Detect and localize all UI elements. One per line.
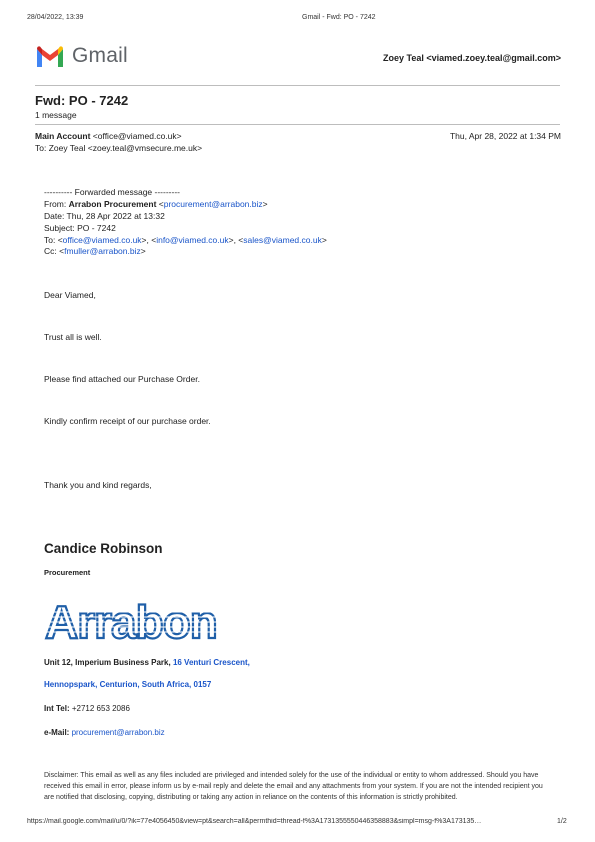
- fwd-from-name: Arrabon Procurement: [68, 199, 157, 209]
- address-part-2-link[interactable]: 16 Venturi Crescent,: [172, 658, 250, 667]
- fwd-to-sep-1: >, <: [141, 235, 157, 245]
- thread-subject: Fwd: PO - 7242: [35, 93, 129, 108]
- disclaimer: Disclaimer: This email as well as any files included are privileged and intended solely for the use of the individual or entity to whom addressed. Should you have received this email in error, please inform us by e-mail reply and delete the email and any attachments from your system. If you are not the intended recipient you are notified that disclosing, copying, distributing or taking any action in reliance on the contents of this information is strictly prohibited.: [44, 772, 543, 801]
- fwd-to-email-2-link[interactable]: info@viamed.co.uk: [156, 235, 229, 245]
- fwd-to-email-3-link[interactable]: sales@viamed.co.uk: [243, 235, 322, 245]
- forwarded-date: Date: Thu, 28 Apr 2022 at 13:32: [44, 211, 165, 221]
- fwd-to-close: >: [321, 235, 327, 245]
- body-greeting: Dear Viamed,: [44, 290, 96, 300]
- body-line-2: Please find attached our Purchase Order.: [44, 374, 200, 384]
- signature-email: [44, 728, 165, 737]
- message-count: 1 message: [35, 110, 77, 120]
- email-value-link[interactable]: procurement@arrabon.biz: [69, 728, 165, 737]
- fwd-to-email-1-link[interactable]: office@viamed.co.uk: [62, 235, 142, 245]
- print-url: https://mail.google.com/mail/u/0/?ik=77e4056450&view=pt&search=all&permthid=thread-f%3A1731355550446358883&simpl=msg-f%3A173135…: [27, 818, 482, 825]
- header-divider: [35, 85, 560, 86]
- body-line-3: Kindly confirm receipt of our purchase order.: [44, 416, 211, 426]
- message-date: Thu, Apr 28, 2022 at 1:34 PM: [449, 131, 561, 141]
- fwd-from-label: From:: [44, 199, 69, 209]
- print-title: Gmail - Fwd: PO - 7242: [302, 14, 376, 21]
- fwd-to-sep-2: >, <: [228, 235, 244, 245]
- fwd-to-label: To: <: [44, 235, 63, 245]
- address-part-1: Unit 12, Imperium Business Park,: [44, 658, 173, 667]
- tel-value: +2712 653 2086: [69, 704, 130, 713]
- arrabon-logo-outline: Arrabon: [45, 598, 217, 644]
- fwd-from-open: <: [156, 199, 164, 209]
- signature-name: Candice Robinson: [44, 541, 163, 556]
- forwarded-subject: Subject: PO - 7242: [44, 223, 116, 233]
- print-datetime: 28/04/2022, 13:39: [27, 14, 84, 21]
- signature-role: Procurement: [44, 568, 91, 577]
- fwd-from-email-link[interactable]: procurement@arrabon.biz: [163, 199, 263, 209]
- fwd-cc-close: >: [140, 246, 146, 256]
- print-page-number: 1/2: [557, 818, 567, 825]
- fwd-cc-email-link[interactable]: fmuller@arrabon.biz: [64, 246, 141, 256]
- sender: [35, 131, 182, 141]
- account-email: Zoey Teal <viamed.zoey.teal@gmail.com>: [382, 53, 561, 63]
- forwarded-header: ---------- Forwarded message ---------: [44, 187, 180, 197]
- body-closing: Thank you and kind regards,: [44, 480, 152, 490]
- signature-address-1: [44, 658, 250, 667]
- forwarded-from: [44, 199, 268, 209]
- email-label: e-Mail:: [44, 728, 70, 737]
- sender-email: <office@viamed.co.uk>: [92, 131, 182, 141]
- message-to: To: Zoey Teal <zoey.teal@vmsecure.me.uk>: [35, 143, 203, 153]
- gmail-wordmark: Gmail: [72, 44, 128, 67]
- forwarded-to: [44, 235, 327, 245]
- fwd-from-close: >: [262, 199, 268, 209]
- subject-divider: [35, 124, 560, 125]
- fwd-cc-label: Cc: <: [44, 246, 65, 256]
- body-line-1: Trust all is well.: [44, 332, 102, 342]
- forwarded-cc: [44, 246, 146, 256]
- signature-tel: [44, 704, 130, 713]
- tel-label: Int Tel:: [44, 704, 70, 713]
- gmail-logo-icon: [35, 45, 65, 69]
- sender-name: Main Account: [35, 131, 91, 141]
- signature-address-2-link[interactable]: Hennopspark, Centurion, South Africa, 0157: [44, 680, 212, 689]
- arrabon-logo: [44, 598, 224, 644]
